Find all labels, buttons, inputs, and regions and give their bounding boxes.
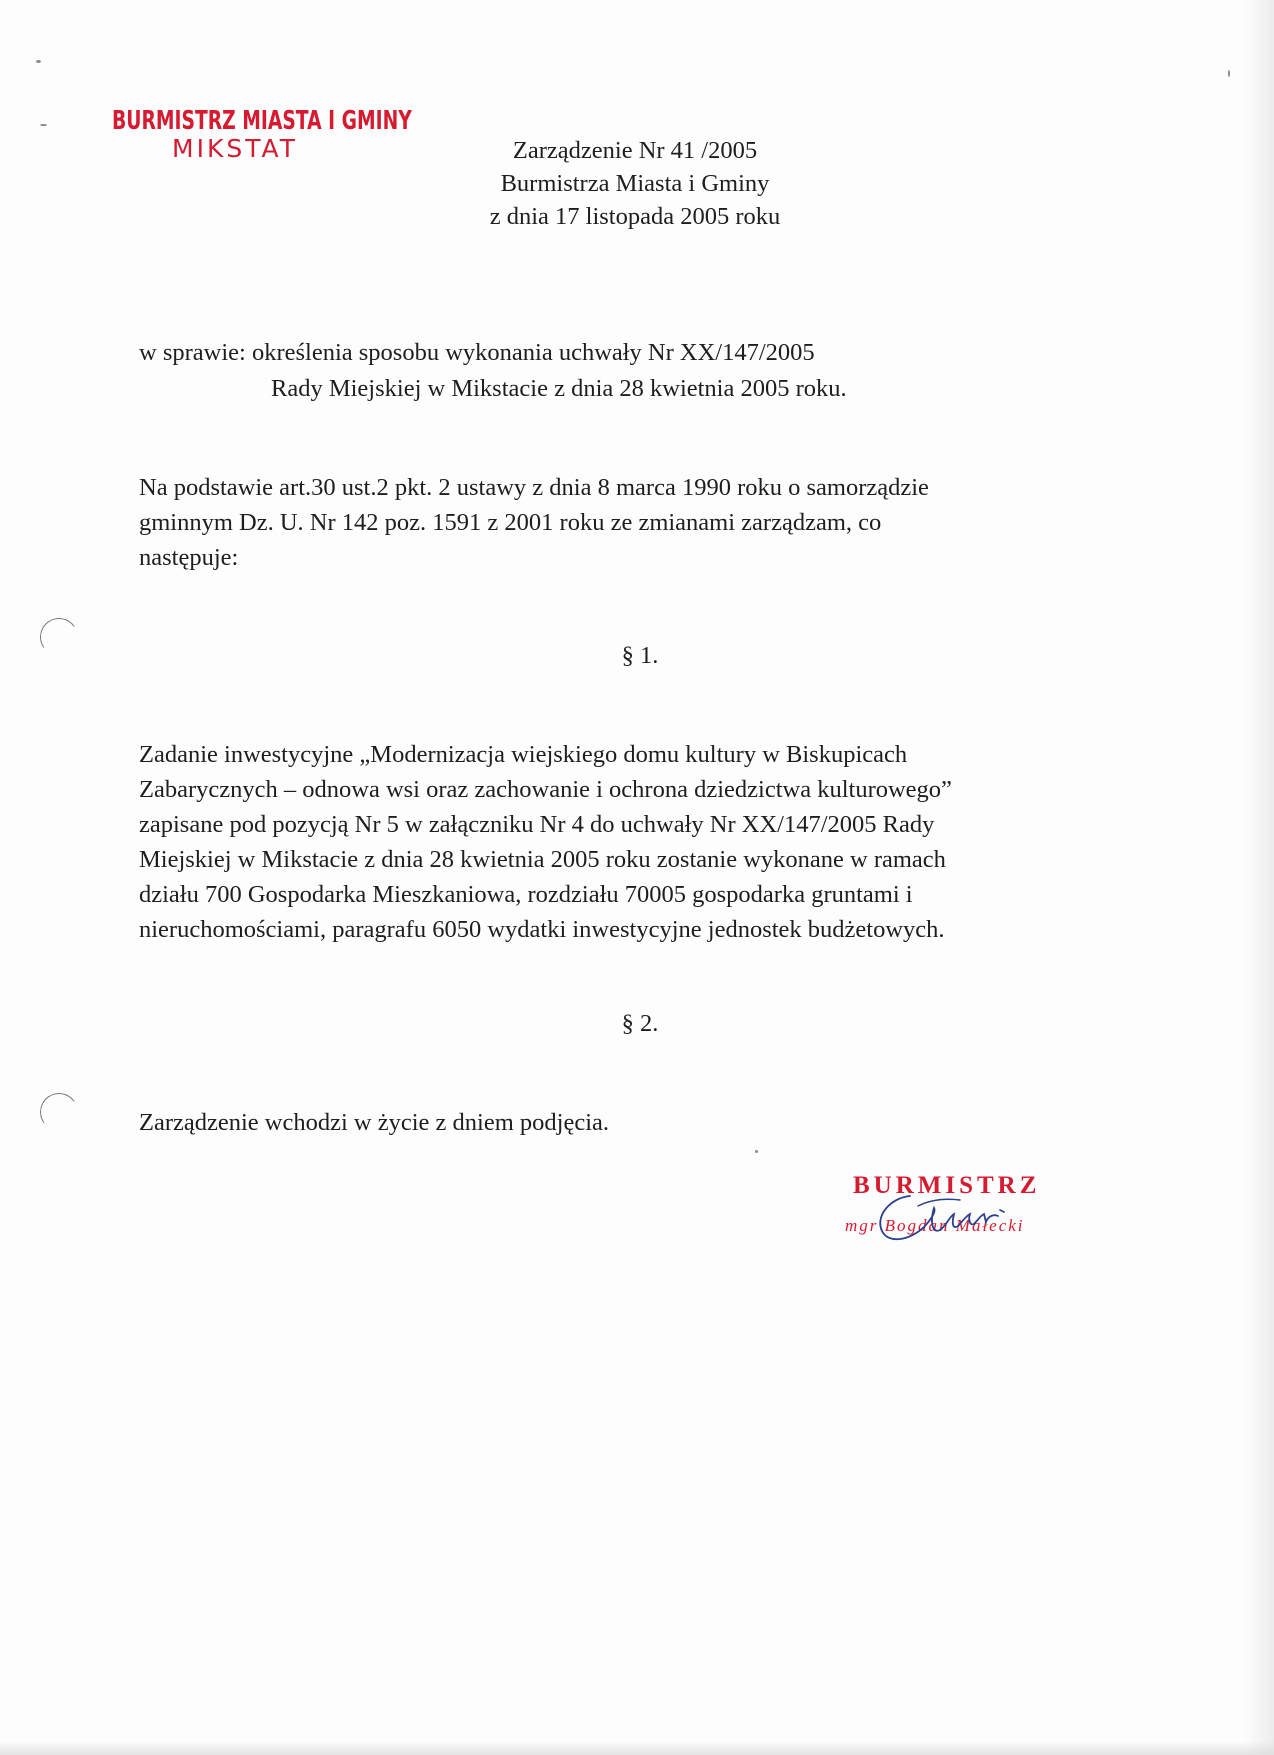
section-1-line: nieruchomościami, paragrafu 6050 wydatki inwestycyjne jednostek budżetowych. [139, 916, 945, 943]
subject-line-1: w sprawie: określenia sposobu wykonania uchwały Nr XX/147/2005 [139, 339, 815, 366]
scan-edge-shadow-right [1244, 0, 1274, 1755]
legal-basis-paragraph [139, 470, 1089, 575]
handwritten-signature [870, 1186, 1050, 1266]
section-1-line: działu 700 Gospodarka Mieszkaniowa, rozdziału 70005 gospodarka gruntami i [139, 881, 913, 908]
section-1-line: Miejskiej w Mikstacie z dnia 28 kwietnia 2005 roku zostanie wykonane w ramach [139, 846, 946, 873]
section-1-line: Zadanie inwestycyjne „Modernizacja wiejskiego domu kultury w Biskupicach [139, 741, 908, 768]
section-1-line: zapisane pod pozycją Nr 5 w załączniku Nr 4 do uchwały Nr XX/147/2005 Rady [139, 811, 935, 838]
signature-stamp-title: BURMISTRZ [853, 1172, 1041, 1199]
document-heading [400, 134, 870, 233]
scan-speck [36, 60, 41, 63]
punch-hole-top [37, 615, 81, 659]
signature-stamp-name: mgr Bogdan Małecki [845, 1216, 1025, 1235]
office-stamp-title: BURMISTRZ MIASTA I GMINY [112, 106, 412, 136]
scan-edge-shadow-bottom [0, 1741, 1274, 1755]
legal-basis-line: gminnym Dz. U. Nr 142 poz. 1591 z 2001 roku ze zmianami zarządzam, co [139, 509, 882, 536]
punch-hole-bottom [37, 1090, 81, 1134]
heading-date: z dnia 17 listopada 2005 roku [489, 203, 781, 230]
subject-line-2: Rady Miejskiej w Mikstacie z dnia 28 kwietnia 2005 roku. [271, 375, 847, 402]
legal-basis-line: Na podstawie art.30 ust.2 pkt. 2 ustawy z dnia 8 marca 1990 roku o samorządzie [139, 474, 929, 501]
legal-basis-line: następuje: [139, 544, 239, 571]
section-2-paragraph [139, 1105, 1089, 1140]
heading-issuer: Burmistrza Miasta i Gminy [500, 170, 770, 197]
office-stamp-town: MIKSTAT [172, 134, 298, 163]
heading-order-number: Zarządzenie Nr 41 /2005 [512, 137, 758, 164]
section-1-paragraph [139, 737, 1089, 947]
office-stamp [112, 106, 412, 163]
section-2-mark: § 2. [621, 1010, 659, 1037]
section-1-line: Zabarycznych – odnowa wsi oraz zachowanie i ochrona dziedzictwa kulturowego” [139, 776, 952, 803]
scan-speck [40, 124, 47, 126]
scan-speck [1228, 70, 1230, 77]
document-subject [139, 335, 847, 407]
scan-speck [755, 1150, 758, 1153]
section-1-mark: § 1. [621, 642, 659, 669]
section-2-line: Zarządzenie wchodzi w życie z dniem podjęcia. [139, 1109, 610, 1136]
